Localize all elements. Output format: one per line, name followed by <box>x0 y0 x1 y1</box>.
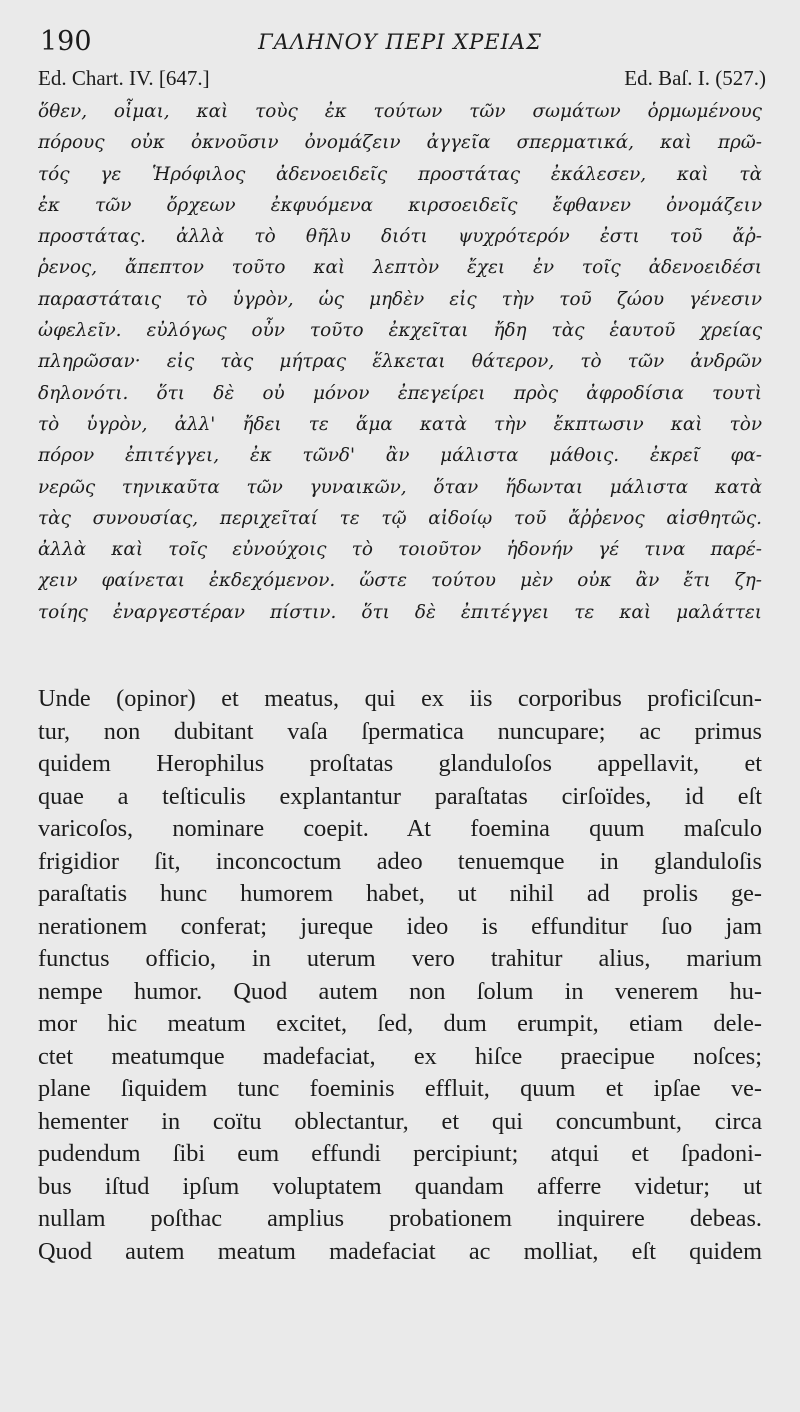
greek-text-line: ὠφελεῖν. εὐλόγως οὖν τοῦτο ἐκχεῖται ἤδη τὰς ἑαυτοῦ χρείας <box>38 320 762 342</box>
greek-text-line: προστάτας. ἀλλὰ τὸ θῆλυ διότι ψυχρότερόν ἐστι τοῦ ἄῤ- <box>38 226 762 248</box>
latin-text-line: ctet meatumque madefaciat, ex hiſce praecipue noſces; <box>38 1042 762 1070</box>
section-gap <box>34 628 766 683</box>
latin-text-line: pudendum ſibi eum effundi percipiunt; atqui et ſpadoni- <box>38 1140 762 1168</box>
latin-text-line: paraſtatis hunc humorem habet, ut nihil ad prolis ge- <box>38 880 762 908</box>
latin-text-line: plane ſiquidem tunc foeminis effluit, quum et ipſae ve- <box>38 1075 762 1103</box>
greek-text-line: ῥενος, ἄπεπτον τοῦτο καὶ λεπτὸν ἔχει ἐν τοῖς ἀδενοειδέσι <box>38 257 762 279</box>
latin-text-line: varicoſos, nominare coepit. At foemina quum maſculo <box>38 815 762 843</box>
greek-text-line: χειν φαίνεται ἐκδεχόμενον. ὥστε τούτου μὲν οὐκ ἂν ἔτι ζη- <box>38 570 762 592</box>
greek-text-line: παραστάταις τὸ ὑγρὸν, ὡς μηδὲν εἰς τὴν τοῦ ζώου γένεσιν <box>38 288 762 310</box>
greek-text-line: πληρῶσαν· εἰς τὰς μήτρας ἕλκεται θάτερον, τὸ τῶν ἀνδρῶν <box>38 351 762 373</box>
greek-text-line: πόρον ἐπιτέγγει, ἐκ τῶνδ' ἂν μάλιστα μάθοις. ἐκρεῖ φα- <box>38 445 762 467</box>
greek-text-line: τοίης ἐναργεστέραν πίστιν. ὅτι δὲ ἐπιτέγγει τε καὶ μαλάττει <box>38 601 762 623</box>
latin-text-line: nerationem conferat; jureque ideo is effunditur ſuo jam <box>38 912 762 940</box>
page-header <box>34 26 766 64</box>
greek-text-line: ὅθεν, οἶμαι, καὶ τοὺς ἐκ τούτων τῶν σωμάτων ὁρμωμένους <box>38 101 762 122</box>
greek-text-line: τὰς συνουσίας, περιχεῖταί τε τῷ αἰδοίῳ τοῦ ἄῤῥενος αἰσθητῶς. <box>38 507 762 529</box>
greek-text-block <box>34 96 766 628</box>
latin-text-line: nempe humor. Quod autem non ſolum in venerem hu- <box>38 977 762 1005</box>
latin-text-line: mor hic meatum excitet, ſed, dum erumpit, etiam dele- <box>38 1010 762 1038</box>
greek-text-line: τὸ ὑγρὸν, ἀλλ' ἤδει τε ἅμα κατὰ τὴν ἔκπτωσιν καὶ τὸν <box>38 413 762 435</box>
greek-text-line: ἀλλὰ καὶ τοῖς εὐνούχοις τὸ τοιοῦτον ἡδονήν γέ τινα παρέ- <box>38 539 762 561</box>
latin-text-line: frigidior ſit, inconcoctum adeo tenuemque in glanduloſis <box>38 847 762 875</box>
greek-text-line: τός γε Ἡρόφιλος ἀδενοειδεῖς προστάτας ἐκάλεσεν, καὶ τὰ <box>38 163 762 185</box>
edition-chartier: Ed. Chart. IV. [647.] <box>38 66 210 90</box>
greek-text-line: δηλονότι. ὅτι δὲ οὐ μόνον ἐπεγείρει πρὸς ἀφροδίσια τουτὶ <box>38 382 762 404</box>
latin-text-line: bus iſtud ipſum voluptatem quandam afferre videtur; ut <box>38 1172 762 1200</box>
latin-text-line: functus officio, in uterum vero trahitur alius, marium <box>38 945 762 973</box>
latin-text-line: hementer in coïtu oblectantur, et qui concumbunt, circa <box>38 1107 762 1135</box>
latin-text-line: nullam poſthac amplius probationem inquirere debeas. <box>38 1205 762 1233</box>
latin-text-line: Quod autem meatum madefaciat ac molliat, eſt quidem <box>38 1237 762 1265</box>
greek-text-line: ἐκ τῶν ὄρχεων ἐκφυόμενα κιρσοειδεῖς ἔφθανεν ὀνομάζειν <box>38 194 762 216</box>
greek-text-line: πόρους οὐκ ὀκνοῦσιν ὀνομάζειν ἀγγεῖα σπερματικά, καὶ πρῶ- <box>38 132 762 154</box>
running-title: ΓΑΛΗΝΟΥ ΠΕΡΙ ΧΡΕΙΑΣ <box>258 30 542 54</box>
greek-text-line: νερῶς τηνικαῦτα τῶν γυναικῶν, ὅταν ἥδωνται μάλιστα κατὰ <box>38 476 762 498</box>
latin-text-line: quae a teſticulis explantantur paraſtatas cirſoïdes, id eſt <box>38 782 762 810</box>
latin-text-line: quidem Herophilus proſtatas glanduloſos appellavit, et <box>38 750 762 778</box>
latin-text-block <box>34 683 766 1268</box>
edition-references <box>34 66 766 96</box>
latin-text-line: Unde (opinor) et meatus, qui ex iis corporibus proficiſcun- <box>38 685 762 713</box>
page-number: 190 <box>40 26 92 57</box>
latin-text-line: tur, non dubitant vaſa ſpermatica nuncupare; ac primus <box>38 717 762 745</box>
edition-basel: Ed. Baſ. I. (527.) <box>624 66 766 90</box>
